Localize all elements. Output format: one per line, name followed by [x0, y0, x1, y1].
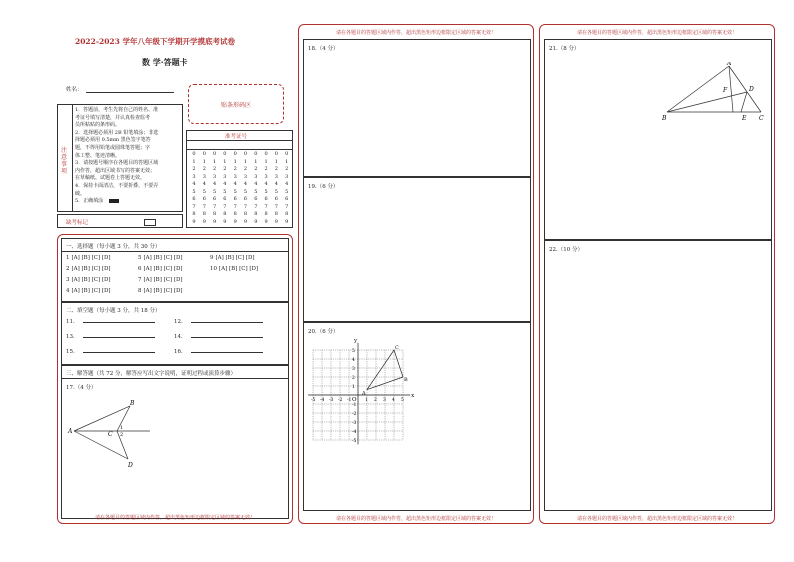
fill-section	[61, 302, 289, 365]
exam-digit-cell[interactable]: 6	[254, 196, 258, 202]
choice-grid	[66, 255, 286, 301]
exam-digit-cell[interactable]: 5	[274, 188, 278, 195]
exam-digit-cell[interactable]: 4	[254, 181, 258, 187]
exam-digit-cell[interactable]: 3	[285, 173, 289, 180]
choice-number: 10	[210, 266, 217, 272]
choice-item[interactable]	[138, 288, 183, 294]
note-line: 体工整、笔迹清晰。	[75, 152, 121, 159]
exam-digit-cell[interactable]: 1	[202, 158, 206, 165]
x-tick-label: -1	[347, 398, 352, 403]
choice-number: 6	[138, 266, 142, 272]
exam-digit-cell[interactable]: 0	[233, 151, 237, 157]
choice-options[interactable]: [A] [B] [C] [D]	[71, 255, 111, 261]
note-line: 2．选择题必须用 2B 铅笔填涂；非选	[75, 129, 159, 136]
q17-figure	[66, 396, 166, 476]
exam-digit-cell[interactable]: 3	[213, 173, 217, 180]
q17-point-a: A	[68, 428, 73, 435]
exam-title: 2022-2023 学年八年级下学期开学摸底考试卷	[75, 37, 235, 46]
exam-digit-cell[interactable]: 3	[264, 173, 268, 180]
q21-point-b: B	[662, 115, 667, 122]
note-line: 1．答题前，考生先将自己的姓名、准	[75, 107, 159, 113]
exam-digit-cell[interactable]: 6	[233, 196, 237, 202]
exam-digit-cell[interactable]: 7	[264, 203, 268, 210]
exam-digit-cell[interactable]: 8	[233, 211, 237, 217]
choice-number: 2	[66, 266, 70, 272]
answer-panel-left	[57, 234, 293, 524]
x-tick-label: 4	[392, 398, 395, 403]
exam-digit-cell[interactable]: 8	[274, 211, 278, 217]
q21-point-d: D	[749, 86, 754, 93]
barcode-label: 贴条形码区	[221, 102, 252, 109]
q17-label: 17.（4 分）	[66, 385, 97, 391]
x-tick-label: 1	[365, 398, 368, 403]
q21-point-c: C	[759, 115, 764, 122]
q22-label: 22.（10 分）	[549, 247, 583, 253]
triangle-abc	[367, 350, 403, 390]
exam-digit-cell[interactable]: 8	[243, 211, 248, 217]
choice-options[interactable]: [A] [B] [C] [D]	[143, 288, 183, 294]
exam-digit-cell[interactable]: 3	[202, 173, 206, 180]
blank-number: 12.	[174, 319, 183, 325]
exam-digit-cell[interactable]: 6	[192, 196, 196, 202]
exam-digit-cell[interactable]: 6	[264, 196, 268, 202]
choice-number: 4	[66, 288, 70, 294]
exam-digit-cell[interactable]: 9	[202, 218, 206, 225]
q18-area[interactable]	[303, 39, 531, 177]
exam-digit-cell[interactable]: 8	[254, 211, 258, 217]
note-line: 题，不得用铅笔或圆珠笔答题；字	[75, 144, 151, 151]
x-axis-label: x	[411, 393, 415, 399]
exam-digit-cell[interactable]: 2	[213, 166, 217, 172]
exam-digit-cell[interactable]: 2	[285, 166, 289, 172]
absent-label: 缺考标记	[66, 220, 89, 226]
exam-digit-cell[interactable]: 7	[254, 203, 258, 210]
note-line: 内作答，超出区域书写的答案无效；	[75, 167, 156, 174]
blank-item[interactable]	[174, 347, 274, 355]
exam-digit-cell[interactable]: 4	[243, 181, 248, 187]
q21-figure	[659, 62, 769, 132]
choice-item[interactable]	[210, 266, 258, 272]
q19-area[interactable]	[303, 177, 531, 322]
header-note-middle: 请在各题目的答题区域内作答，超出黑色矩形边框限定区域的答案无效！	[335, 30, 496, 36]
exam-digit-cell[interactable]: 0	[213, 151, 217, 157]
blank-line[interactable]	[191, 347, 263, 353]
exam-digit-cell[interactable]: 4	[264, 181, 268, 187]
solve-section	[61, 365, 289, 519]
exam-digit-cell[interactable]: 8	[192, 211, 196, 217]
exam-digit-cell[interactable]: 6	[223, 196, 227, 202]
exam-digit-cell[interactable]: 1	[243, 158, 248, 165]
exam-digit-cell[interactable]: 1	[285, 158, 289, 165]
exam-digit-cell[interactable]: 0	[274, 151, 278, 157]
exam-digit-cell[interactable]: 6	[213, 196, 217, 202]
choice-item[interactable]	[210, 255, 255, 261]
q21-point-a: A	[727, 62, 732, 67]
exam-digit-cell[interactable]: 0	[202, 151, 206, 157]
exam-digit-cell[interactable]: 5	[254, 188, 258, 195]
origin-label: O	[352, 397, 357, 403]
blank-item[interactable]	[66, 317, 166, 325]
x-tick-label: 3	[383, 398, 386, 403]
triangle-point-c: C	[395, 345, 399, 351]
exam-digit-cell[interactable]: 9	[233, 218, 237, 225]
exam-digit-cell[interactable]: 7	[213, 203, 217, 210]
q17-angle-1: 1	[120, 425, 124, 431]
choice-options[interactable]: [A] [B] [C] [D]	[71, 288, 111, 294]
exam-digit-cell[interactable]: 6	[202, 196, 206, 202]
exam-digit-cell[interactable]: 5	[213, 188, 217, 195]
note-line: 5．正确填涂	[75, 198, 158, 206]
exam-digit-cell[interactable]: 9	[264, 218, 268, 225]
header-note-right: 请在各题目的答题区域内作答，超出黑色矩形边框限定区域的答案无效！	[576, 30, 737, 36]
exam-digit-cell[interactable]: 4	[202, 181, 206, 187]
note-line: 员所粘贴的条形码。	[75, 122, 121, 129]
choice-options[interactable]: [A] [B] [C] [D]	[215, 255, 255, 261]
footer-note-left: 请在各题目的答题区域内作答，超出黑色矩形边框限定区域的答案无效！	[94, 515, 255, 521]
choice-item[interactable]	[66, 255, 111, 261]
q20-area[interactable]	[303, 322, 531, 511]
choice-options[interactable]: [A] [B] [C] [D]	[143, 277, 183, 283]
blank-item[interactable]	[66, 347, 166, 355]
blank-line[interactable]	[83, 347, 155, 353]
choice-item[interactable]	[66, 288, 111, 294]
exam-digit-cell[interactable]: 0	[254, 151, 258, 157]
choice-options[interactable]: [A] [B] [C] [D]	[219, 266, 259, 272]
answer-panel-middle	[298, 24, 534, 524]
choice-item[interactable]	[138, 277, 183, 283]
q18-label: 18.（4 分）	[308, 46, 339, 52]
exam-digit-cell[interactable]: 9	[192, 218, 196, 225]
exam-number-label: 准考证号	[225, 134, 248, 140]
choice-item[interactable]	[138, 255, 183, 261]
q21-point-f: F	[723, 87, 728, 94]
exam-digit-cell[interactable]: 9	[223, 218, 227, 225]
exam-digit-cell[interactable]: 3	[243, 173, 248, 180]
answer-panel-right	[539, 24, 775, 524]
exam-digit-cell[interactable]: 4	[285, 181, 289, 187]
exam-digit-cell[interactable]: 4	[213, 181, 217, 187]
barcode-area	[188, 84, 284, 124]
y-tick-label: -5	[352, 439, 357, 444]
exam-digit-cell[interactable]: 9	[274, 218, 278, 225]
exam-digit-cell[interactable]: 5	[243, 188, 248, 195]
choice-item[interactable]	[66, 277, 111, 283]
exam-digit-cell[interactable]: 0	[285, 151, 289, 157]
exam-number-box	[186, 130, 293, 228]
exam-digit-cell[interactable]: 5	[202, 188, 206, 195]
exam-digit-cell[interactable]: 4	[192, 181, 196, 187]
exam-digit-cell[interactable]: 3	[274, 173, 278, 180]
q20-label: 20.（6 分）	[308, 329, 339, 335]
choice-options[interactable]: [A] [B] [C] [D]	[143, 266, 183, 272]
notes-label: 注意事项	[61, 147, 68, 175]
choice-options[interactable]: [A] [B] [C] [D]	[71, 277, 111, 283]
exam-digit-cell[interactable]: 3	[223, 173, 227, 180]
notes-list	[75, 107, 158, 206]
q17-point-c: C	[108, 431, 113, 438]
y-tick-label: 5	[352, 349, 355, 354]
blank-number: 16.	[174, 349, 183, 355]
x-tick-label: 2	[374, 398, 377, 403]
q21-label: 21.（8 分）	[549, 46, 580, 52]
exam-digit-cell[interactable]: 1	[223, 158, 227, 165]
name-label: 姓名：	[66, 87, 83, 93]
blank-line[interactable]	[83, 317, 155, 323]
y-tick-label: 4	[352, 358, 355, 363]
exam-digit-cell[interactable]: 8	[202, 211, 206, 217]
choice-number: 1	[66, 255, 70, 261]
blank-line[interactable]	[191, 317, 263, 323]
choice-section	[61, 238, 289, 302]
choice-number: 3	[66, 277, 70, 283]
absent-mark-box	[57, 214, 183, 228]
x-tick-label: -3	[329, 398, 334, 403]
name-field[interactable]	[86, 92, 174, 93]
exam-digit-cell[interactable]: 2	[192, 166, 196, 172]
footer-note-middle: 请在各题目的答题区域内作答，超出黑色矩形边框限定区域的答案无效！	[335, 516, 496, 522]
exam-digit-cell[interactable]: 4	[233, 181, 237, 187]
note-line: 择题必须用 0.5mm 黑色签字笔答	[75, 137, 151, 144]
q21-area[interactable]	[544, 39, 772, 240]
absent-checkbox[interactable]	[144, 219, 156, 226]
x-tick-label: 5	[401, 398, 404, 403]
exam-digit-cell[interactable]: 9	[243, 218, 248, 225]
exam-digit-cell[interactable]: 5	[223, 188, 227, 195]
footer-note-right: 请在各题目的答题区域内作答，超出黑色矩形边框限定区域的答案无效！	[576, 516, 737, 522]
y-tick-label: 1	[352, 385, 355, 390]
exam-digit-cell[interactable]: 7	[192, 203, 196, 210]
exam-digit-cell[interactable]: 7	[202, 203, 206, 210]
y-tick-label: 3	[352, 367, 355, 372]
exam-digit-cell[interactable]: 7	[223, 203, 227, 210]
choice-item[interactable]	[66, 266, 111, 272]
exam-digit-cell[interactable]: 4	[274, 181, 278, 187]
exam-digit-cell[interactable]: 5	[192, 188, 196, 195]
exam-digit-cell[interactable]: 3	[233, 173, 237, 180]
exam-digit-cell[interactable]: 4	[223, 181, 227, 187]
exam-digit-cell[interactable]: 1	[233, 158, 237, 165]
exam-digit-cell[interactable]: 1	[213, 158, 217, 165]
notes-box	[57, 104, 183, 212]
exam-digit-cell[interactable]: 6	[274, 196, 278, 202]
exam-digit-cell[interactable]: 5	[264, 188, 268, 195]
choice-options[interactable]: [A] [B] [C] [D]	[143, 255, 183, 261]
y-tick-label: 2	[352, 376, 355, 381]
choice-section-title: 一、选择题（每小题 3 分，共 30 分）	[66, 244, 161, 250]
exam-digit-cell[interactable]: 2	[202, 166, 206, 172]
exam-digit-cell[interactable]: 3	[192, 173, 196, 180]
x-tick-label: -5	[311, 398, 316, 403]
exam-digit-cell[interactable]: 0	[223, 151, 227, 157]
exam-digit-cell[interactable]: 8	[264, 211, 268, 217]
exam-digit-cell[interactable]: 7	[274, 203, 278, 210]
choice-item[interactable]	[138, 266, 183, 272]
blank-number: 11.	[66, 319, 75, 325]
blank-item[interactable]	[174, 332, 274, 340]
q19-label: 19.（6 分）	[308, 184, 339, 190]
blank-line[interactable]	[83, 332, 155, 338]
q20-coordinate-grid	[308, 337, 428, 457]
exam-digit-cell[interactable]: 8	[213, 211, 217, 217]
y-tick-label: -1	[352, 403, 357, 408]
note-line: 考证号填写清楚，并认真检查监考	[75, 114, 151, 121]
blank-item[interactable]	[66, 332, 166, 340]
q22-area[interactable]	[544, 240, 772, 511]
q17-angle-2: 2	[120, 432, 124, 438]
y-axis-label: y	[354, 337, 358, 344]
exam-digit-cell[interactable]: 1	[192, 158, 196, 165]
x-tick-label: -4	[320, 398, 325, 403]
note-line: 破。	[75, 190, 86, 197]
note-line: 在草稿纸、试题卷上答题无效。	[75, 175, 146, 182]
filled-mark-sample	[109, 199, 119, 203]
blank-number: 13.	[66, 334, 75, 340]
exam-digit-cell[interactable]: 8	[223, 211, 227, 217]
choice-number: 7	[138, 277, 142, 283]
exam-digit-cell[interactable]: 6	[243, 196, 248, 202]
exam-digit-cell[interactable]: 9	[254, 218, 258, 225]
exam-digit-cell[interactable]: 7	[243, 203, 248, 210]
triangle-point-b: B	[404, 377, 408, 383]
choice-number: 9	[210, 255, 214, 261]
triangle-point-a: A	[362, 390, 366, 397]
q17-point-d: D	[128, 462, 133, 469]
exam-digit-cell[interactable]: 8	[285, 211, 289, 217]
y-tick-label: -4	[352, 430, 357, 435]
exam-digit-cell[interactable]: 6	[285, 196, 289, 202]
exam-digit-cell[interactable]: 1	[254, 158, 258, 165]
choice-options[interactable]: [A] [B] [C] [D]	[71, 266, 111, 272]
exam-digit-cell[interactable]: 1	[264, 158, 268, 165]
y-tick-label: -2	[352, 412, 357, 417]
exam-digit-cell[interactable]: 5	[233, 188, 237, 195]
exam-digit-cell[interactable]: 7	[285, 203, 289, 210]
choice-number: 5	[138, 255, 142, 261]
exam-digit-cell[interactable]: 2	[233, 166, 237, 172]
blank-grid	[66, 317, 286, 363]
exam-digit-cell[interactable]: 3	[254, 173, 258, 180]
exam-digit-cell[interactable]: 2	[223, 166, 227, 172]
blank-number: 14.	[174, 334, 183, 340]
subject-title: 数 学·答题卡	[142, 57, 188, 67]
note-line: 4．保持卡面清洁，不要折叠、不要弄	[75, 182, 159, 189]
solve-section-title: 三、解答题（共 72 分，解答应写出文字说明，证明过程或演算步骤）	[66, 371, 236, 377]
exam-digit-cell[interactable]: 2	[264, 166, 268, 172]
blank-number: 15.	[66, 349, 75, 355]
exam-digit-cell[interactable]: 7	[233, 203, 237, 210]
exam-digit-cell[interactable]: 0	[243, 151, 248, 157]
blank-line[interactable]	[191, 332, 263, 338]
x-tick-label: -2	[338, 398, 343, 403]
exam-digit-cell[interactable]: 2	[243, 166, 248, 172]
exam-digit-cell[interactable]: 0	[264, 151, 268, 157]
y-tick-label: -3	[352, 421, 357, 426]
exam-digit-cell[interactable]: 2	[274, 166, 278, 172]
exam-digit-cell[interactable]: 2	[254, 166, 258, 172]
blank-item[interactable]	[174, 317, 274, 325]
exam-digit-cell[interactable]: 0	[192, 151, 196, 157]
exam-digit-cell[interactable]: 9	[213, 218, 217, 225]
choice-number: 8	[138, 288, 142, 294]
exam-digit-cell[interactable]: 1	[274, 158, 278, 165]
q17-point-b: B	[130, 400, 135, 407]
exam-number-grid[interactable]	[189, 151, 292, 227]
note-line: 3．请按题号顺序在各题目的答题区域	[75, 160, 159, 167]
exam-digit-cell[interactable]: 5	[285, 188, 289, 195]
exam-digit-cell[interactable]: 9	[285, 218, 289, 225]
q21-point-e: E	[742, 115, 747, 122]
fill-section-title: 二、填空题（每小题 3 分，共 18 分）	[66, 308, 161, 314]
